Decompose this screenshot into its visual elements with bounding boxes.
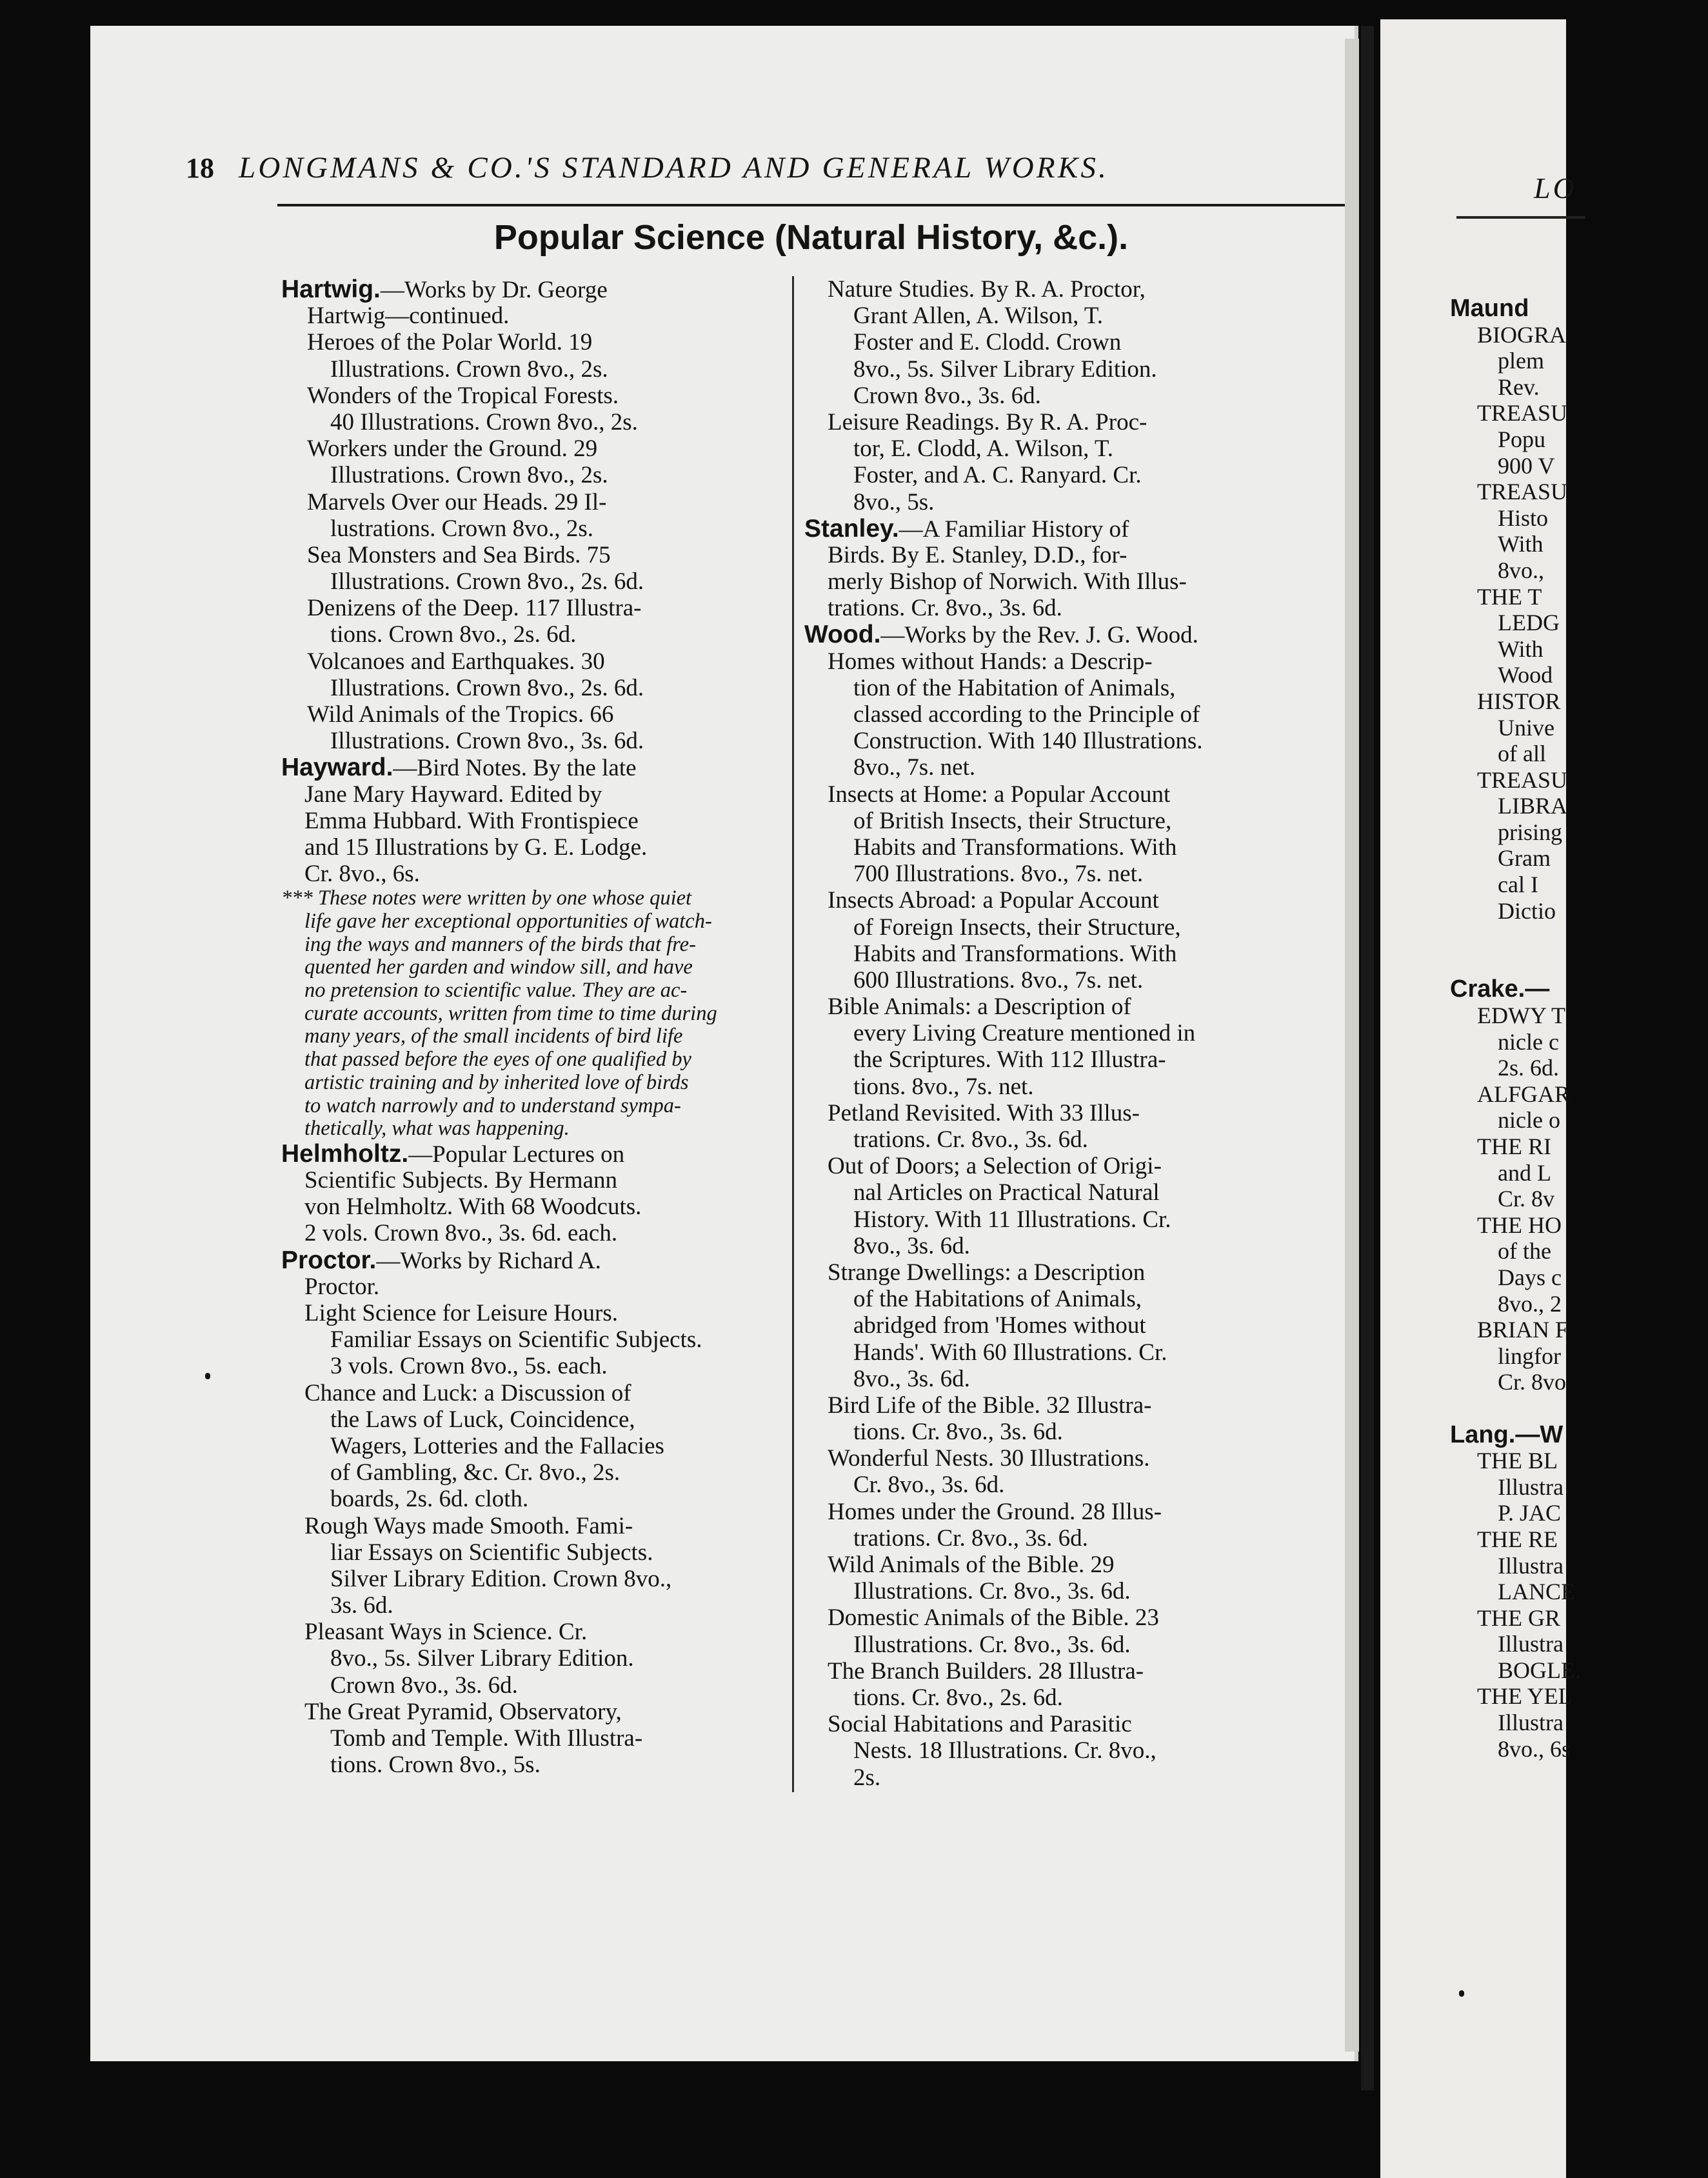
left-column-line: 40 Illustrations. Crown 8vo., 2s. [330,408,638,435]
next-page-line: and L [1498,1159,1551,1186]
next-page-line: Wood [1498,662,1553,688]
left-column-line: Wagers, Lotteries and the Fallacies [330,1432,664,1459]
right-column-line: 8vo., 3s. 6d. [853,1365,970,1392]
right-column-line: 700 Illustrations. 8vo., 7s. net. [853,861,1144,888]
next-page-line: LIBRA [1498,793,1567,819]
right-column-line: Homes under the Ground. 28 Illus- [828,1498,1162,1525]
next-page-line: BOGLE. [1498,1657,1581,1683]
right-column-line: Wood.—Works by the Rev. J. G. Wood. [804,621,1198,649]
right-column-line: Strange Dwellings: a Description [828,1259,1146,1286]
right-column-line: the Scriptures. With 112 Illustra- [853,1046,1166,1074]
author-heading: Stanley. [804,514,899,543]
next-page-line: Unive [1498,714,1554,741]
left-column-line: Hayward.—Bird Notes. By the late [281,754,637,782]
right-column-line: Foster and E. Clodd. Crown [853,329,1122,356]
right-column-line: tions. 8vo., 7s. net. [853,1073,1034,1100]
right-column-line: Leisure Readings. By R. A. Proc- [828,408,1147,435]
right-column-line: Nature Studies. By R. A. Proctor, [828,276,1146,303]
left-column-line: ing the ways and manners of the birds that fre- [304,932,696,956]
next-page-line: P. JAC [1498,1500,1562,1526]
left-column-line: 3s. 6d. [330,1592,393,1619]
left-column-line: no pretension to scientific value. They are ac- [304,979,688,1003]
next-page-running-head: LO [1534,172,1577,205]
next-page-line: 8vo., 6s [1498,1735,1571,1762]
left-column-line: Illustrations. Crown 8vo., 2s. [330,462,608,489]
right-column-line: tion of the Habitation of Animals, [853,674,1176,701]
left-column-line: Wild Animals of the Tropics. 66 [307,701,614,728]
right-column-line: Bible Animals: a Description of [828,994,1131,1021]
left-column-line: Jane Mary Hayward. Edited by [304,781,602,808]
next-page-line: Gram [1498,845,1551,872]
next-page-line: HISTOR [1477,688,1561,714]
next-page-line: TREASU [1477,479,1568,505]
next-page-line: TREASU [1477,766,1568,793]
next-page-line: LEDG [1498,610,1560,636]
next-page-line: With [1498,635,1544,662]
right-column-line: tor, E. Clodd, A. Wilson, T. [853,435,1114,463]
next-page-line: 2s. 6d. [1498,1055,1560,1081]
page-number: 18 [186,152,214,184]
next-page-line: Lang.—W [1450,1421,1564,1448]
left-column-line: 3 vols. Crown 8vo., 5s. each. [330,1353,608,1380]
left-column-line: the Laws of Luck, Coincidence, [330,1406,635,1433]
left-column-line: Illustrations. Crown 8vo., 3s. 6d. [330,728,644,755]
left-column-line: *** These notes were written by one whose quiet [281,886,692,910]
right-column-line: Habits and Transformations. With [853,940,1177,967]
right-column-line: Grant Allen, A. Wilson, T. [853,303,1104,330]
left-column-line: artistic training and by inherited love of birds [304,1070,689,1094]
right-column-line: Hands'. With 60 Illustrations. Cr. [853,1339,1167,1366]
left-column-line: quented her garden and window sill, and have [304,955,693,979]
left-column-line: boards, 2s. 6d. cloth. [330,1486,529,1513]
column-divider [792,276,794,1792]
next-page-line: Cr. 8vo [1498,1369,1567,1395]
left-column-line: Illustrations. Crown 8vo., 2s. 6d. [330,568,644,595]
right-column-line: trations. Cr. 8vo., 3s. 6d. [828,595,1062,622]
left-column-line: curate accounts, written from time to time during [304,1001,717,1025]
right-column-line: Domestic Animals of the Bible. 23 [828,1604,1159,1632]
right-column-line: 8vo., 5s. Silver Library Edition. [853,355,1157,383]
right-column-line: of Foreign Insects, their Structure, [853,914,1181,941]
page-edge [1345,39,1359,2052]
left-column-line: that passed before the eyes of one qualified by [304,1048,691,1072]
left-column-line: Pleasant Ways in Science. Cr. [304,1619,588,1646]
right-column-line: Illustrations. Cr. 8vo., 3s. 6d. [853,1631,1131,1658]
left-column-line: Familiar Essays on Scientific Subjects. [330,1326,702,1354]
next-page-line: LANCE [1498,1579,1575,1605]
left-column-line: Illustrations. Crown 8vo., 2s. 6d. [330,674,644,701]
next-page-line: BIOGRA [1477,321,1567,348]
right-column-line: 600 Illustrations. 8vo., 7s. net. [853,966,1144,994]
next-page-line: cal I [1498,872,1538,898]
right-column-line: of British Insects, their Structure, [853,807,1172,834]
next-page-line [1450,950,1708,977]
left-column-line: Emma Hubbard. With Frontispiece [304,807,639,834]
left-column-line: Marvels Over our Heads. 29 Il- [307,488,607,515]
left-column-line: Workers under the Ground. 29 [307,435,598,463]
next-page-line: nicle c [1498,1028,1559,1055]
left-column-line: Crown 8vo., 3s. 6d. [330,1672,518,1699]
next-page-line: THE HO [1477,1212,1562,1238]
next-page-line: 8vo., 2 [1498,1290,1562,1317]
next-page-line [1450,1395,1708,1422]
right-column-line: classed according to the Principle of [853,701,1200,728]
right-column-line: 8vo., 3s. 6d. [853,1232,970,1259]
left-column-line: Volcanoes and Earthquakes. 30 [307,648,605,675]
right-column-line: The Branch Builders. 28 Illustra- [828,1657,1144,1684]
next-page-line: plem [1498,348,1544,374]
next-page-line: TREASU [1477,400,1568,426]
left-column-line: thetically, what was happening. [304,1117,570,1141]
right-column-line: merly Bishop of Norwich. With Illus- [828,568,1187,595]
next-page-line: Illustra [1498,1474,1564,1500]
right-column-line: abridged from 'Homes without [853,1312,1146,1339]
author-heading: Wood. [804,621,881,649]
author-heading: Hartwig. [281,275,381,303]
next-page-line: Rev. [1498,374,1540,400]
right-column-line: Illustrations. Cr. 8vo., 3s. 6d. [853,1578,1131,1605]
next-page-line: of the [1498,1238,1551,1264]
right-column-line: Wild Animals of the Bible. 29 [828,1552,1115,1578]
right-column-line: Habits and Transformations. With [853,834,1177,861]
left-column-line: lustrations. Crown 8vo., 2s. [330,515,594,542]
next-page-lines [1450,295,1708,1762]
next-page-line: Crake.— [1450,975,1550,1003]
left-column-line: Scientific Subjects. By Hermann [304,1167,618,1194]
next-page-line: Illustra [1498,1710,1564,1736]
left-column-line: tions. Crown 8vo., 2s. 6d. [330,621,577,648]
left-column-line: Light Science for Leisure Hours. [304,1300,618,1326]
right-column-line: Construction. With 140 Illustrations. [853,728,1203,755]
next-page-line: Dictio [1498,897,1556,924]
right-column-line: 2s. [853,1764,881,1791]
next-page-line: THE RE [1477,1526,1558,1552]
next-page-line: of all [1498,741,1546,767]
left-column-line: 8vo., 5s. Silver Library Edition. [330,1645,634,1672]
left-column-line: Chance and Luck: a Discussion of [304,1379,631,1406]
right-column [804,276,1309,1791]
running-title: LONGMANS & CO.'S STANDARD AND GENERAL WORKS. [239,151,1109,185]
ink-speck [1459,1990,1464,1997]
author-heading: Proctor. [281,1246,377,1274]
left-column [281,276,786,1778]
left-column-line: of Gambling, &c. Cr. 8vo., 2s. [330,1459,621,1486]
left-column-line: tions. Crown 8vo., 5s. [330,1752,541,1779]
left-column-line: Denizens of the Deep. 117 Illustra- [307,595,642,622]
right-column-line: Nests. 18 Illustrations. Cr. 8vo., [853,1737,1157,1764]
next-page-line: With [1498,531,1544,557]
header-rule [277,204,1345,206]
right-column-line: Crown 8vo., 3s. 6d. [853,382,1041,409]
left-column-line: Sea Monsters and Sea Birds. 75 [307,541,611,568]
left-column-line: Helmholtz.—Popular Lectures on [281,1139,625,1168]
running-header [186,148,1244,188]
left-column-line: Rough Ways made Smooth. Fami- [304,1512,633,1539]
right-column-line: Cr. 8vo., 3s. 6d. [853,1472,1005,1499]
left-column-line: The Great Pyramid, Observatory, [304,1698,622,1725]
right-column-line: of the Habitations of Animals, [853,1286,1142,1313]
next-page-line [1450,924,1708,950]
author-heading: Hayward. [281,754,393,782]
next-page-line: Cr. 8v [1498,1186,1555,1212]
right-column-line: Social Habitations and Parasitic [828,1711,1132,1738]
left-column-line: Tomb and Temple. With Illustra- [330,1725,643,1752]
right-column-line: Petland Revisited. With 33 Illus- [828,1099,1140,1126]
right-column-line: Foster, and A. C. Ranyard. Cr. [853,462,1142,489]
left-column-line: Proctor. [304,1273,380,1300]
left-column-line: Heroes of the Polar World. 19 [307,329,593,356]
right-column-line: trations. Cr. 8vo., 3s. 6d. [853,1524,1088,1552]
left-column-line: Wonders of the Tropical Forests. [307,382,619,409]
section-title: Popular Science (Natural History, &c.). [493,218,1129,257]
right-column-line: nal Articles on Practical Natural [853,1179,1160,1206]
next-page-line: THE BL [1477,1448,1558,1474]
next-page-line: ALFGAR [1477,1081,1571,1107]
next-page-line: THE RI [1477,1134,1551,1159]
ink-speck [205,1373,210,1379]
left-column-line: von Helmholtz. With 68 Woodcuts. [304,1194,642,1221]
right-column-line: History. With 11 Illustrations. Cr. [853,1206,1171,1233]
left-column-line: to watch narrowly and to understand sympa- [304,1094,681,1117]
next-page-rule [1456,216,1585,219]
right-column-line: Insects Abroad: a Popular Account [828,887,1159,914]
next-page-line: Illustra [1498,1631,1564,1657]
next-page-line: prising [1498,819,1563,845]
gutter-shadow [1361,26,1374,2090]
next-page-line: Histo [1498,505,1549,531]
right-column-line: 8vo., 7s. net. [853,754,976,781]
author-heading: Helmholtz. [281,1139,409,1168]
next-page-line: lingfor [1498,1343,1561,1369]
next-page-line: 900 V [1498,452,1555,479]
next-page-line: THE T [1477,583,1542,610]
right-column-line: Birds. By E. Stanley, D.D., for- [828,541,1127,568]
left-column-line: 2 vols. Crown 8vo., 3s. 6d. each. [304,1220,618,1247]
right-column-line: tions. Cr. 8vo., 2s. 6d. [853,1684,1063,1711]
next-page-line: Popu [1498,426,1546,452]
next-page-line: BRIAN F [1477,1317,1569,1343]
left-column-line: Illustrations. Crown 8vo., 2s. [330,355,608,383]
right-column-line: 8vo., 5s. [853,488,935,515]
right-column-line: Stanley.—A Familiar History of [804,514,1129,543]
left-column-line: many years, of the small incidents of bird life [304,1024,683,1048]
left-column-line: Hartwig.—Works by Dr. George [281,275,608,303]
right-column-line: trations. Cr. 8vo., 3s. 6d. [853,1126,1088,1153]
right-column-line: every Living Creature mentioned in [853,1020,1196,1047]
next-page-line: THE YEL [1477,1683,1573,1710]
right-column-line: Insects at Home: a Popular Account [828,781,1171,808]
right-column-line: Wonderful Nests. 30 Illustrations. [828,1445,1150,1472]
left-column-line: Hartwig—continued. [307,303,510,330]
right-column-line: Out of Doors; a Selection of Origi- [828,1153,1162,1180]
next-page-line: EDWY T [1477,1003,1565,1029]
left-column-line: life gave her exceptional opportunities of watch- [304,910,712,933]
left-column-line: Cr. 8vo., 6s. [304,861,420,888]
left-column-line: liar Essays on Scientific Subjects. [330,1539,653,1566]
next-page-line: THE GR [1477,1604,1560,1631]
right-column-line: Homes without Hands: a Descrip- [828,648,1153,675]
next-page-line: nicle o [1498,1107,1560,1134]
next-page-line: Illustra [1498,1552,1564,1579]
right-column-line: Bird Life of the Bible. 32 Illustra- [828,1392,1152,1419]
next-page-line: 8vo., [1498,557,1544,583]
next-page-fragment [1380,19,1581,2178]
next-page-line: Maund [1450,295,1529,322]
left-column-line: Silver Library Edition. Crown 8vo., [330,1565,672,1592]
left-column-line: Proctor.—Works by Richard A. [281,1246,601,1274]
left-column-line: and 15 Illustrations by G. E. Lodge. [304,834,648,861]
right-column-line: tions. Cr. 8vo., 3s. 6d. [853,1419,1063,1446]
next-page-line: Days c [1498,1264,1562,1290]
